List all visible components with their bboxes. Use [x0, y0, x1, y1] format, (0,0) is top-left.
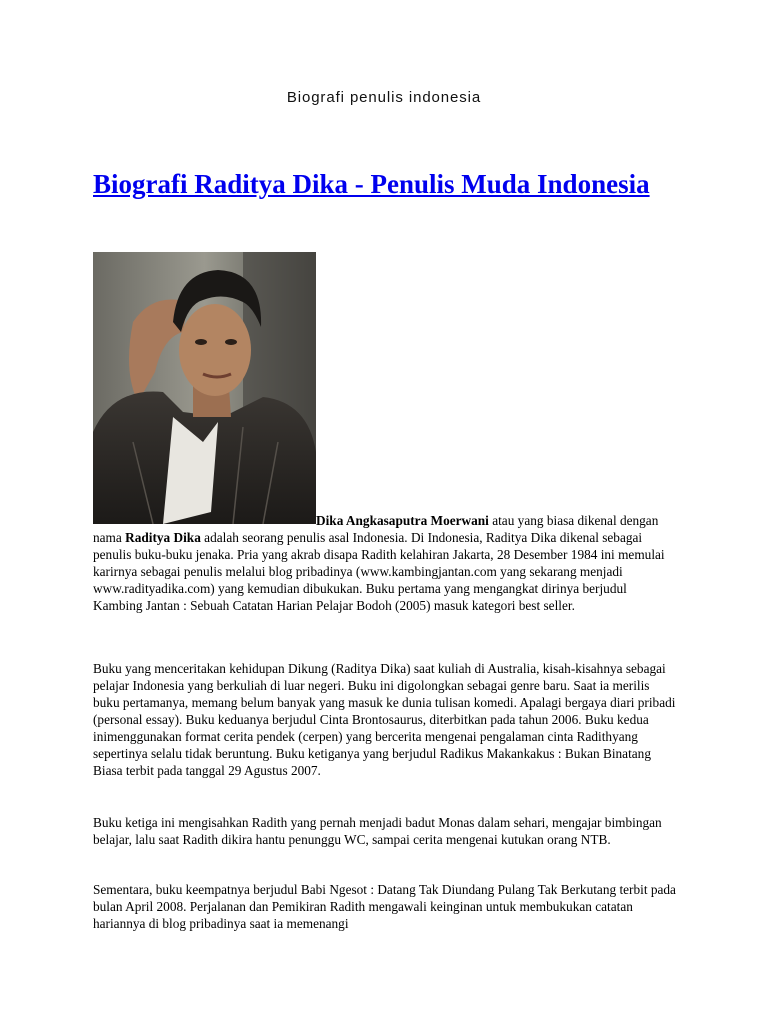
document-header: Biografi penulis indonesia — [286, 89, 482, 106]
portrait-photo-icon — [93, 252, 316, 524]
portrait-photo — [93, 252, 316, 524]
article-title-link[interactable]: Biografi Raditya Dika - Penulis Muda Indonesia — [93, 169, 650, 199]
intro-text-2: adalah seorang penulis asal Indonesia. Di Indonesia, Raditya Dika dikenal sebagai penulis buku-buku jenaka. Pria yang akrab disapa Radith kelahiran Jakarta, 28 Desember 1984 ini memulai karirnya sebagai penulis melalui blog pribadinya (www.kambingjantan.com yang sekarang menjadi www.radityadika.com) yang kemudian dibukukan. Buku pertama yang mengangkat dirinya berjudul Kambing Jantan : Sebuah Catatan Harian Pelajar Bodoh (2005) masuk kategori best seller. — [93, 530, 665, 613]
short-name: Raditya Dika — [125, 530, 201, 545]
intro-text-1: atau yang biasa dikenal dengan nama — [93, 513, 659, 545]
full-name: Dika Angkasaputra Moerwani — [316, 513, 489, 528]
paragraph-intro — [93, 512, 678, 614]
paragraph-4: Sementara, buku keempatnya berjudul Babi Ngesot : Datang Tak Diundang Pulang Tak Berkutang terbit pada bulan April 2008. Perjalanan dan Pemikiran Radith mengawali keinginan untuk membukukan catatan hariannya di blog pribadinya saat ia memenangi — [93, 882, 676, 931]
paragraph-2: Buku yang menceritakan kehidupan Dikung (Raditya Dika) saat kuliah di Australia, kisah-kisahnya sebagai pelajar Indonesia yang berkuliah di luar negeri. Buku ini digolongkan sebagai genre baru. Saat ia merilis buku pertamanya, memang belum banyak yang masuk ke dunia tulisan komedi. Apalagi bergaya diari pribadi (personal essay). Buku keduanya berjudul Cinta Brontosaurus, diterbitkan pada tahun 2006. Buku kedua inimenggunakan format cerita pendek (cerpen) yang bercerita mengenai pengalaman cinta Radithyang sepertinya selalu tidak beruntung. Buku ketiganya yang berjudul Radikus Makankakus : Bukan Binatang Biasa terbit pada tanggal 29 Agustus 2007. — [93, 661, 676, 778]
paragraph-3: Buku ketiga ini mengisahkan Radith yang pernah menjadi badut Monas dalam sehari, mengajar bimbingan belajar, lalu saat Radith dikira hantu penunggu WC, sampai cerita mengenai kutukan orang NTB. — [93, 815, 662, 847]
